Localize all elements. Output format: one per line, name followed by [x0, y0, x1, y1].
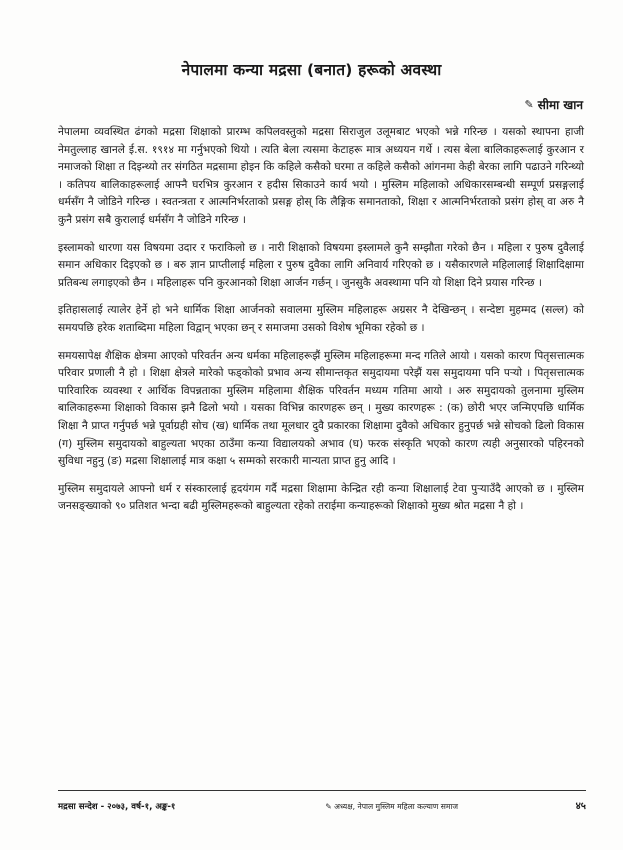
paragraph-4: समयसापेक्ष शैक्षिक क्षेत्रमा आएको परिवर्तन अन्य धर्मका महिलाहरूझैं मुस्लिम महिलाहरूमा मन्द गतिले आयो । यसको कारण पितृसत्तात्मक परिवार प्रणाली नै हो । शिक्षा क्षेत्रले मारेको फड्कोको प्रभाव अन्य सीमान्तकृत समुदायमा परेझैं यस समुदायमा पनि पर्‍यो । पितृसत्तात्मक पारिवारिक व्यवस्था र आर्थिक विपन्नताका मुस्लिम महिलामा शैक्षिक परिवर्तन मध्यम गतिमा आयो । अरु समुदायको तुलनामा मुस्लिम बालिकाहरूमा शिक्षाको विकास झनै ढिलो भयो । यसका विभिन्न कारणहरू छन् । मुख्य कारणहरू : (क) छोरी भएर जन्मिएपछि धार्मिक शिक्षा नै प्राप्त गर्नुपर्छ भन्ने पूर्वाग्रही सोच (ख) धार्मिक तथा मूलधार दुवै प्रकारका शिक्षामा दुवैको अधिकार हुनुपर्छ भन्ने सोचको ढिलो विकास (ग) मुस्लिम समुदायको बाहुल्यता भएका ठाउँमा कन्या विद्यालयको अभाव (घ) फरक संस्कृति भएको कारण त्यही अनुसारको पहिरनको सुविधा नहुनु (ङ) मद्रसा शिक्षालाई मात्र कक्षा ५ सम्मको सरकारी मान्यता प्राप्त हुनु आदि । [58, 349, 584, 468]
author-role-note: ✎ अध्यक्ष, नेपाल मुस्लिम महिला कल्याण समाज [325, 802, 459, 811]
publication-info: मद्रसा सन्देश - २०७३, वर्ष-१, अङ्क-१ [58, 802, 176, 812]
page-footer [58, 798, 586, 812]
page-number: ४५ [575, 801, 586, 812]
paragraph-3: इतिहासलाई त्यालेर हेर्ने हो भने धार्मिक शिक्षा आर्जनको सवालमा मुस्लिम महिलाहरू अग्रसर नै देखिन्छन् । सन्देष्टा मुहम्मद (सल्ल) को समयपछि हरेक शताब्दिमा महिला विद्वान् भएका छन् र समाजमा उसको विशेष भूमिका रहेको छ । [58, 304, 584, 334]
paragraph-5: मुस्लिम समुदायले आफ्नो धर्म र संस्कारलाई हृदयंगम गर्दै मद्रसा शिक्षामा केन्द्रित रही कन्या शिक्षालाई टेवा पुऱ्याउँदै आएको छ । मुस्लिम जनसङ्ख्याको ९० प्रतिशत भन्दा बढी मुस्लिमहरूको बाहुल्यता रहेको तराईमा कन्याहरूको शिक्षाको मुख्य श्रोत मद्रसा नै हो । [58, 482, 584, 513]
paragraph-2: इस्लामको धारणा यस विषयमा उदार र फराकिलो छ । नारी शिक्षाको विषयमा इस्लामले कुनै सम्झौता गरेको छैन । महिला र पुरुष दुवैलाई समान अधिकार दिइएको छ । बरु ज्ञान प्राप्तीलाई महिला र पुरुष दुवैका लागि अनिवार्य गरिएको छ । यसैकारणले महिलालाई शिक्षादिक्षामा प्रतिबन्ध लगाइएको छैन । महिलाहरू पनि कुरआनको शिक्षा आर्जन गर्छन् । जुनसुकै अवस्थामा पनि यो शिक्षा दिने प्रयास गरिन्छ । [58, 241, 584, 289]
article-body [58, 124, 584, 526]
author-byline [525, 96, 584, 113]
pen-icon: ✎ [524, 98, 534, 111]
author-name: सीमा खान [537, 98, 583, 112]
article-title: नेपालमा कन्या मद्रसा (बनात) हरूको अवस्था [181, 61, 442, 79]
footer-divider [58, 790, 586, 791]
paragraph-1: नेपालमा व्यवस्थित ढंगको मद्रसा शिक्षाको प्रारम्भ कपिलवस्तुको मद्रसा सिराजुल उलूमबाट भएको भन्ने गरिन्छ । यसको स्थापना हाजी नेमतुल्लाह खानले ई.स. १९१४ मा गर्नुभएको थियो । त्यति बेला त्यसमा केटाहरू मात्र अध्ययन गर्थे । त्यस बेला बालिकाहरूलाई कुरआन र नमाजको शिक्षा त दिइन्थ्यो तर संगठित मद्रसामा होइन कि कहिले कसैको घरमा त कहिले कसैको आंगनमा केही बेरका लागि पढाउने गरिन्थ्यो । कतिपय बालिकाहरूलाई आफ्नै घरभित्र कुरआन र हदीस सिकाउने कार्य भयो । मुस्लिम महिलाको अधिकारसम्बन्धी सम्पूर्ण प्रसङ्गलाई धर्मसँग नै जोडिने गरिन्छ । स्वतन्त्रता र आत्मनिर्भरताको प्रसङ्ग होस् कि लैङ्गिक समानताको, शिक्षा र आत्मनिर्भरताको प्रसंग होस् वा अरु नै कुनै प्रसंग सबै कुरालाई धर्मसँग नै जोडिने गरिन्छ । [58, 126, 584, 226]
